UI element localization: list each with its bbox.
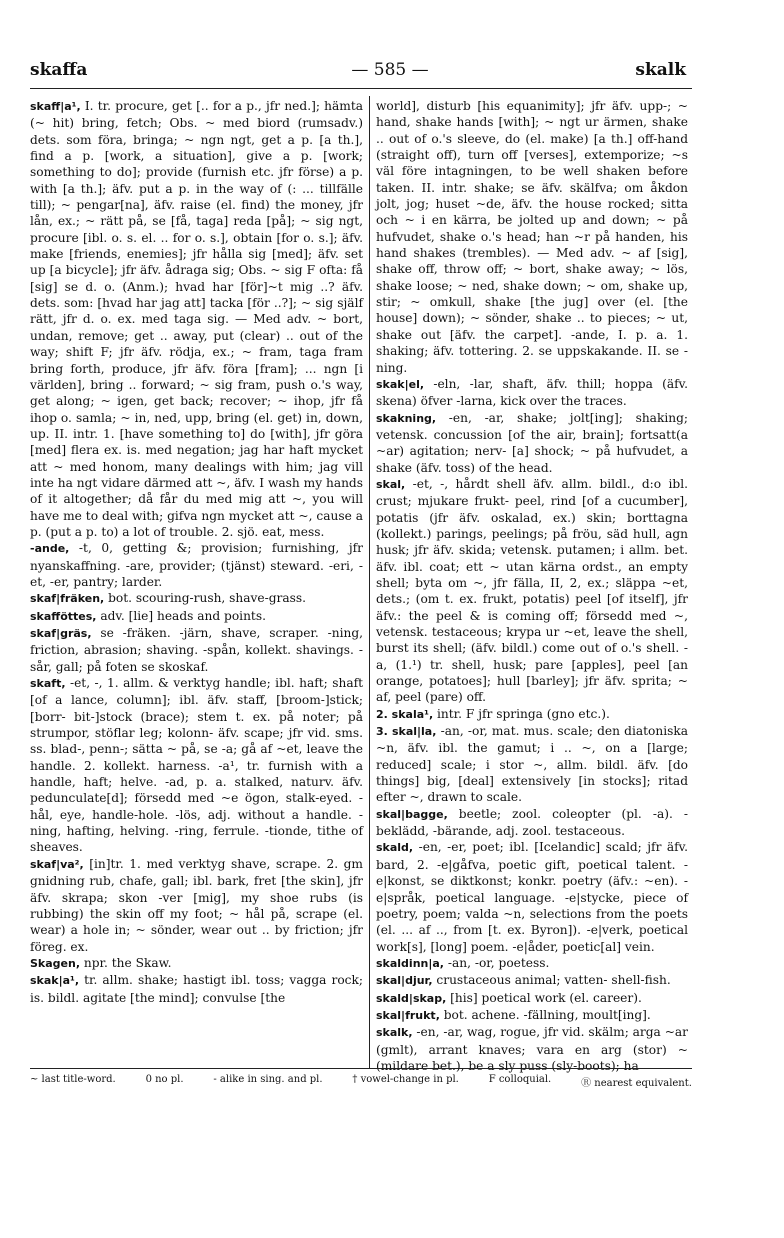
dictionary-entry xyxy=(376,1024,688,1074)
footer-legend-item: ~ last title-word. xyxy=(30,1074,116,1085)
entry-headword: skal|frukt, xyxy=(376,1008,440,1022)
column-divider xyxy=(369,96,370,1068)
entry-headword: Skagen, xyxy=(30,956,81,970)
entry-definition: adv. [lie] heads and points. xyxy=(96,608,266,623)
dictionary-entry xyxy=(376,723,688,806)
footer-rule xyxy=(30,1068,692,1069)
header-right-word: skalk xyxy=(635,60,686,80)
dictionary-entry xyxy=(30,540,363,590)
entry-definition: -an, -or, mat. mus. scale; den diatoniska ~n, äfv. ibl. the gamut; i .. ~, on a [large; reduced] scale; i stor ~, allm. bildl. äfv. [do things] big, [deal] extensively [in stocks]; ritad efter ~, drawn to scale. xyxy=(376,724,689,805)
dictionary-entry xyxy=(30,608,363,625)
entry-headword: skaf|va², xyxy=(30,857,84,871)
dictionary-entry xyxy=(30,625,363,675)
entry-headword: skaff|a¹, xyxy=(30,100,81,113)
entry-headword: skal, xyxy=(376,477,406,491)
entry-definition: -an, -or, poetess. xyxy=(443,955,550,970)
entry-headword: skald, xyxy=(376,841,414,855)
dictionary-entry xyxy=(376,806,688,840)
entry-headword: skaf|fräken, xyxy=(30,592,105,606)
header-rule xyxy=(30,88,692,89)
dictionary-entry xyxy=(376,706,688,723)
entry-headword: skald|skap, xyxy=(376,991,447,1005)
dictionary-entry xyxy=(376,476,688,706)
entry-headword: 2. skala¹, xyxy=(376,707,434,721)
page-number: — 585 — xyxy=(351,60,429,80)
footer-legend xyxy=(30,1074,692,1089)
footer-legend-item: - alike in sing. and pl. xyxy=(213,1074,323,1085)
entry-definition: -en, -ar, wag, rogue, jfr vid. skälm; arga ~ar (gmlt), arrant knaves; vara en arg (stor) ~ (mildare bet.), be a sly puss (sly-boots); ha xyxy=(376,1025,689,1073)
dictionary-entry xyxy=(30,675,363,856)
entry-definition: I. tr. procure, get [.. for a p., jfr ned.]; hämta (~ hit) bring, fetch; Obs. ~ med biord (rumsadv.) dets. som föra, bringa; ~ ngn ngt, get a p. [a th.], find a p. [work, a situation], give a p. [work; something to do]; provide (furnish etc. jfr förse) a p. with [a th.]; äfv. put a p. in the way of (: ... tillfälle till); ~ pengar[na], äfv. raise (el. find) the money, jfr lån, ex.; ~ rätt på, se [få, taga] reda [på]; ~ sig ngt, procure [ibl. o. s. el. .. for o. s.], obtain [for o. s.]; äfv. make [friends, enemies]; jfr hålla sig [med]; äfv. set up [a bicycle]; jfr äfv. ådraga sig; Obs. ~ sig F ofta: få [sig] se d. o. (Anm.); hvad har [för]~t mig ..? äfv. dets. som: [hvad har jag att] tacka [för ..?]; ~ sig själf rätt, jfr d. o. ex. med taga sig. — Med adv. ~ bort, undan, remove; get .. away, put (clear) .. out of the way; shift F; jfr äfv. rödja, ex.; ~ fram, taga fram bring forth, produce, jfr äfv. föra [fram]; ... ngn [i världen], bring .. forward; ~ sig fram, push o.'s way, get along; ~ igen, get back; recover; ~ ihop, jfr få ihop o. samla; ~ in, ned, upp, bring (el. get) in, down, up. II. intr. 1. [have something to] do [with], jfr göra [med] flera ex. is. med negation; jag har haft mycket att ~ med honom, many dealings with him; jag vill inte ha ngt vidare därmed att ~, äfv. I wash my hands of it altogether; då får du med mig att ~, you will have me to deal with; gifva ngn mycket att ~, cause a p. (put a p. to) a lot of trouble. 2. sjö. eat, mess. xyxy=(30,99,363,539)
dictionary-entry xyxy=(30,856,363,955)
entry-headword: 3. skal|la, xyxy=(376,725,437,739)
left-column xyxy=(30,98,363,1006)
entry-definition: -eln, -lar, shaft, äfv. thill; hoppa (äfv. skena) öfver -larna, kick over the traces. xyxy=(376,376,688,409)
entry-definition: -et, -, hårdt shell äfv. allm. bildl., d:o ibl. crust; mjukare frukt- peel, rind [of a cucumber], potatis (jfr äfv. oskalad, ex.) skin; borttagna (kollekt.) parings, peelings; på fröu, säd hull, agn husk; jfr äfv. skida; vetensk. putamen; i allm. bet. äfv. ibl. coat; ett ~ utan kärna ordst., an empty shell; byta om ~, jfr fälla, II, 2, ex.; släppa ~et, dets.; (om t. ex. frukt, potatis) peel [of itself], jfr äfv.: the peel & is coming off; försedd med ~, vetensk. testaceous; krypa ur ~et, leave the shell, burst its shell; (äfv. bildl.) come out of o.'s shell. -a, (1.¹) tr. shell, husk; pare [apples], peel [an orange, potatoes]; hull [barley]; jfr äfv. sprita; ~ af, peel (pare) off. xyxy=(376,476,688,705)
entry-headword: skakning, xyxy=(376,411,437,425)
entry-headword: skafföttes, xyxy=(30,609,97,623)
dictionary-entry xyxy=(30,955,363,972)
right-column xyxy=(376,98,688,1074)
entry-definition: beetle; zool. coleopter (pl. -a). -beklädd, -bärande, adj. zool. testaceous. xyxy=(376,806,688,839)
footer-legend-item: 0 no pl. xyxy=(145,1074,184,1085)
entry-headword: skaft, xyxy=(30,677,66,691)
entry-headword: -ande, xyxy=(30,542,70,556)
entry-definition: -en, -er, poet; ibl. [Icelandic] scald; jfr äfv. bard, 2. -e|gåfva, poetic gift, poetical talent. -e|konst, se diktkonst; konkr. poetry (äfv.: ~en). -e|språk, poetical language. -e|stycke, piece of poetry, poem; valda ~n, selections from the poets (el. ... af .., from [t. ex. Byron]). -e|verk, poetical work[s], [long] poem. -e|åder, poetic[al] vein. xyxy=(376,840,688,954)
entry-headword: skal|djur, xyxy=(376,974,433,988)
entry-definition: npr. the Skaw. xyxy=(80,955,172,970)
entry-definition: bot. achene. -fällning, moult[ing]. xyxy=(439,1007,651,1022)
entry-definition: crustaceous animal; vatten- shell-fish. xyxy=(432,973,671,988)
entry-headword: skalk, xyxy=(376,1026,413,1040)
dictionary-entry xyxy=(376,376,688,410)
dictionary-entry xyxy=(376,410,688,476)
dictionary-entry xyxy=(376,972,688,989)
entry-definition: -t, 0, getting &; provision; furnishing, jfr nyanskaffning. -are, provider; (tjänst) steward. -eri, -et, -er, pantry; larder. xyxy=(30,541,363,589)
dictionary-entry xyxy=(30,590,363,607)
dictionary-entry xyxy=(376,990,688,1007)
entry-definition: world], disturb [his equanimity]; jfr äfv. upp-; ~ hand, shake hands [with]; ~ ngt ur ärmen, shake .. out of o.'s sleeve, do (el. make) [a th.] off-hand (straight off), turn off [verses], extemporize; ~s väl före intagningen, to be well shaken before taken. II. intr. shake; se äfv. skälfva; om åkdon jolt, jog; huset ~de, äfv. the house rocked; sitta och ~ i en kärra, be jolted up and down; ~ på hufvudet, shake o.'s head; han ~r på handen, his hand shakes (trembles). — Med adv. ~ af [sig], shake off, throw off; ~ bort, shake away; ~ lös, shake loose; ~ ned, shake down; ~ om, shake up, stir; ~ omkull, shake [the jug] over (el. [the house] down); ~ sönder, shake .. to pieces; ~ ut, shake out [äfv. the carpet]. -ande, I. p. a. 1. shaking; äfv. tottering. 2. se uppskakande. II. se -ning. xyxy=(376,99,688,375)
dictionary-entry xyxy=(376,839,688,954)
dictionary-entry xyxy=(376,98,688,376)
entry-headword: skaf|gräs, xyxy=(30,627,92,640)
entry-headword: skak|el, xyxy=(376,377,425,391)
dictionary-entry xyxy=(376,1007,688,1024)
dictionary-entry xyxy=(30,972,363,1006)
dictionary-entry xyxy=(30,98,363,540)
header-left-word: skaffa xyxy=(30,60,88,80)
footer-legend-item: F colloquial. xyxy=(488,1074,552,1085)
entry-definition: bot. scouring-rush, shave-grass. xyxy=(104,591,307,606)
entry-definition: [his] poetical work (el. career). xyxy=(446,990,642,1005)
entry-definition: tr. allm. shake; hastigt ibl. toss; vagga rock; is. bildl. agitate [the mind]; convulse [the xyxy=(30,973,363,1005)
entry-definition: intr. F jfr springa (gno etc.). xyxy=(433,706,610,721)
footer-legend-item: † vowel-change in pl. xyxy=(352,1074,459,1085)
footer-legend-item: Ⓡ nearest equivalent. xyxy=(581,1078,692,1089)
entry-definition: -en, -ar, shake; jolt[ing]; shaking; vetensk. concussion [of the air, brain]; fortsatt(a ~ar) agitation; nerv- [a] shock; ~ på hufvudet, a shake (äfv. toss) of the head. xyxy=(376,410,688,475)
entry-headword: skaldinn|a, xyxy=(376,956,444,970)
entry-definition: se -fräken. -järn, shave, scraper. -ning, friction, abrasion; shaving. -spån, kollekt. shavings. -sår, gall; på foten se skoskaf. xyxy=(30,626,363,674)
entry-definition: [in]tr. 1. med verktyg shave, scrape. 2. gm gnidning rub, chafe, gall; ibl. bark, fret [the skin], jfr äfv. skrapa; skon -ver [mig], my shoe rubs (is rubbing) the skin off my foot; ~ hål på, scrape (el. wear) a hole in; ~ sönder, wear out .. by friction; jfr föreg. ex. xyxy=(30,856,363,954)
entry-headword: skal|bagge, xyxy=(376,807,448,821)
entry-definition: -et, -, 1. allm. & verktyg handle; ibl. haft; shaft [of a lance, column]; ibl. äfv. staff, [broom-]stick; [borr- bit-]stock (brace); stem t. ex. på noter; på strumpor, stöflar leg; kolonn- äfv. scape; jfr vid. sms. ss. blad-, penn-; sätta ~ på, se -a; gå af ~et, leave the handle. 2. kollekt. harness. -a¹, tr. furnish with a handle, haft; helve. -ad, p. a. stalked, naturv. äfv. pedunculate[d]; försedd med ~e ögon, stalk-eyed. -hål, eye, handle-hole. -lös, adj. without a handle. -ning, hafting, helving. -ring, ferrule. -tionde, tithe of sheaves. xyxy=(30,676,363,855)
dictionary-entry xyxy=(376,955,688,972)
entry-headword: skak|a¹, xyxy=(30,974,80,988)
